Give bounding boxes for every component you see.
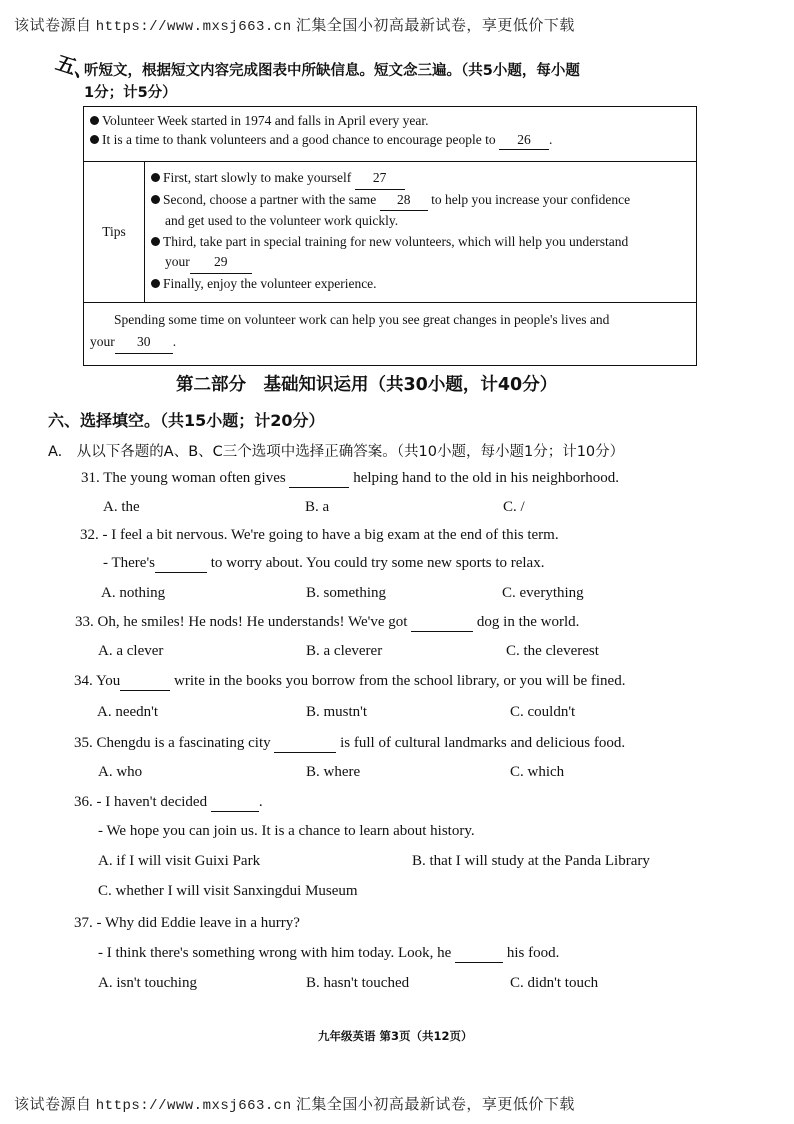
q35-option-a[interactable]: A. who (98, 764, 143, 780)
section5-instruction-line1: 听短文，根据短文内容完成图表中所缺信息。短文念三遍。（共5小题，每小题 (84, 63, 580, 79)
q34-blank (120, 673, 170, 691)
q36-pre: 36. - I haven't decided (74, 794, 208, 810)
section5-mark: 五、 (52, 50, 99, 86)
blank-27: 27 (355, 168, 405, 190)
row1-period: . (549, 132, 553, 147)
banner-prefix: 该试卷源自 (14, 1095, 92, 1113)
info-row-1 (84, 107, 697, 162)
section5-instruction (84, 60, 694, 104)
q33-blank (411, 614, 473, 632)
info-table (83, 106, 697, 366)
sub-a-instruction: A. 从以下各题的A、B、C三个选项中选择正确答案。（共10小题，每小题1分；计10分） (48, 444, 625, 460)
source-banner-top (14, 14, 575, 35)
page-footer: 九年级英语 第3页（共12页） (318, 1029, 473, 1043)
section6-title: 六、选择填空。（共15小题；计20分） (48, 411, 325, 430)
q35-post: is full of cultural landmarks and delicious food. (340, 735, 626, 751)
q31-stem (81, 470, 619, 488)
tip-2: Second, choose a partner with the same (163, 191, 377, 207)
tip-4: Finally, enjoy the volunteer experience. (163, 275, 377, 291)
q37-option-c[interactable]: C. didn't touch (510, 975, 599, 991)
blank-28: 28 (380, 190, 428, 212)
part2-title: 第二部分 基础知识运用（共30小题，计40分） (176, 375, 558, 395)
q32-line2 (103, 555, 544, 573)
bullet-icon (151, 279, 160, 288)
tip-2-cont: and get used to the volunteer work quickly. (165, 213, 399, 228)
q37-option-a[interactable]: A. isn't touching (98, 975, 197, 991)
q32-option-b[interactable]: B. something (306, 585, 387, 601)
q33-post: dog in the world. (476, 614, 580, 630)
section5-instruction-line2: 1分；计5分） (84, 85, 177, 101)
source-banner-bottom (14, 1093, 575, 1114)
q34-post: write in the books you borrow from the school library, or you will be fined. (174, 673, 626, 689)
q37-pre: - I think there's something wrong with him today. Look, he (98, 945, 452, 961)
q35-option-b[interactable]: B. where (306, 764, 361, 780)
q32-pre: - There's (103, 555, 155, 571)
q37-post: his food. (506, 945, 560, 961)
q37-blank (455, 945, 503, 963)
q35-pre: 35. Chengdu is a fascinating city (74, 735, 271, 751)
q31-option-a[interactable]: A. the (103, 499, 140, 515)
q34-pre: 34. You (74, 673, 121, 689)
tip-1: First, start slowly to make yourself (163, 170, 352, 185)
info-row-3 (84, 303, 697, 366)
q31-option-c[interactable]: C. / (503, 499, 525, 515)
q36-blank (211, 794, 259, 812)
banner-suffix: 汇集全国小初高最新试卷，享更低价下载 (295, 16, 575, 34)
q37-line2 (98, 945, 559, 963)
bullet-icon (151, 173, 160, 182)
q33-stem (75, 614, 579, 632)
banner-prefix: 该试卷源自 (14, 16, 92, 34)
q35-blank (274, 735, 336, 753)
q32-post: to worry about. You could try some new sports to relax. (210, 555, 545, 571)
row1-line1: Volunteer Week started in 1974 and falls in April every year. (102, 113, 429, 128)
q32-line1: 32. - I feel a bit nervous. We're going to have a big exam at the end of this term. (80, 527, 559, 543)
banner-url: https://www.mxsj663.cn (95, 19, 292, 35)
q35-stem (74, 735, 625, 753)
q33-option-b[interactable]: B. a cleverer (306, 643, 383, 659)
q32-option-c[interactable]: C. everything (502, 585, 584, 601)
q31-blank (289, 470, 349, 488)
tip-3: Third, take part in special training for new volunteers, which will help you understand (163, 233, 629, 249)
banner-suffix: 汇集全国小初高最新试卷，享更低价下载 (295, 1095, 575, 1113)
bullet-icon (151, 237, 160, 246)
q36-post: . (258, 794, 263, 810)
q35-option-c[interactable]: C. which (510, 764, 565, 780)
q31-post: helping hand to the old in his neighborhood. (353, 470, 620, 486)
q31-pre: 31. The young woman often gives (81, 470, 286, 486)
tips-content (145, 162, 697, 303)
q36-option-b[interactable]: B. that I will study at the Panda Library (412, 853, 650, 869)
bullet-icon (90, 135, 99, 144)
q36-option-a[interactable]: A. if I will visit Guixi Park (98, 853, 261, 869)
q34-stem (74, 673, 625, 691)
q36-option-c[interactable]: C. whether I will visit Sanxingdui Museum (98, 883, 358, 899)
banner-url: https://www.mxsj663.cn (95, 1098, 292, 1114)
q33-option-a[interactable]: A. a clever (98, 643, 164, 659)
tip-3-pre: your (165, 254, 190, 269)
blank-26: 26 (499, 130, 549, 150)
q33-option-c[interactable]: C. the cleverest (506, 643, 599, 659)
q32-blank (155, 555, 207, 573)
q33-pre: 33. Oh, he smiles! He nods! He understands! We've got (75, 614, 408, 630)
row3-line1: Spending some time on volunteer work can help you see great changes in people's lives and (114, 312, 610, 327)
blank-30: 30 (115, 331, 173, 354)
q36-stem (74, 794, 263, 812)
tips-label: Tips (84, 162, 145, 303)
q31-option-b[interactable]: B. a (305, 499, 330, 515)
q37-option-b[interactable]: B. hasn't touched (306, 975, 410, 991)
row3-period: . (172, 334, 177, 349)
q36-line2: - We hope you can join us. It is a chance to learn about history. (98, 823, 475, 839)
q32-option-a[interactable]: A. nothing (101, 585, 166, 601)
row1-line2: It is a time to thank volunteers and a good chance to encourage people to (102, 132, 496, 147)
tip-2-post: to help you increase your confidence (431, 191, 631, 207)
q37-line1: 37. - Why did Eddie leave in a hurry? (74, 915, 300, 931)
bullet-icon (151, 195, 160, 204)
row3-line2: your (90, 334, 115, 349)
bullet-icon (90, 116, 99, 125)
q34-option-c[interactable]: C. couldn't (510, 704, 576, 720)
q34-option-b[interactable]: B. mustn't (306, 704, 368, 720)
blank-29: 29 (190, 252, 252, 274)
q34-option-a[interactable]: A. needn't (97, 704, 159, 720)
